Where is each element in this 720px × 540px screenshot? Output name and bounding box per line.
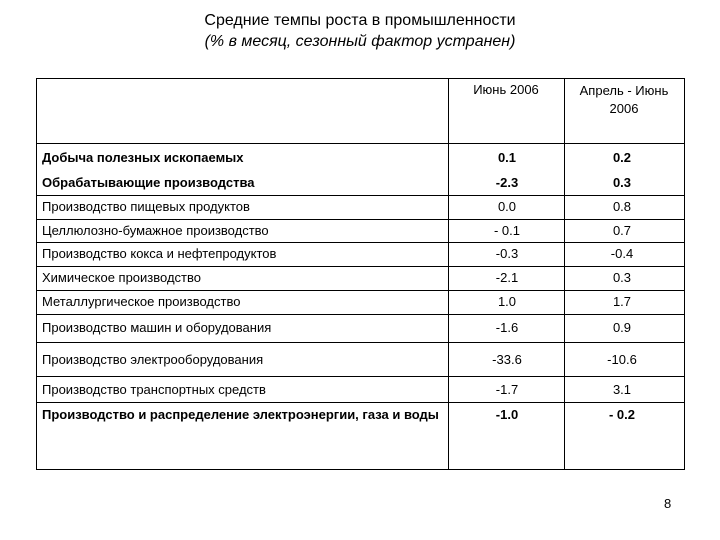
row-label: Производство транспортных средств <box>42 382 266 397</box>
row-value-april-june: 0.3 <box>612 270 632 285</box>
column-divider <box>564 78 565 470</box>
row-value-june: 0.1 <box>497 150 517 165</box>
row-label: Производство электрооборудования <box>42 352 264 367</box>
row-label: Целлюлозно-бумажное производство <box>42 223 269 238</box>
row-label: Добыча полезных ископаемых <box>42 150 244 165</box>
row-divider <box>36 266 685 267</box>
page-title: Средние темпы роста в промышленности <box>204 12 516 29</box>
row-value-june: 1.0 <box>497 294 517 309</box>
row-label: Производство машин и оборудования <box>42 320 272 335</box>
row-label: Металлургическое производство <box>42 294 241 309</box>
row-value-june: -0.3 <box>495 246 519 261</box>
page-number: 8 <box>664 496 672 511</box>
row-value-april-june: - 0.2 <box>608 407 635 422</box>
row-divider <box>36 342 685 343</box>
column-header-june: Июнь 2006 <box>473 82 539 97</box>
row-divider <box>36 219 685 220</box>
row-value-june: - 0.1 <box>493 223 520 238</box>
row-divider <box>36 314 685 315</box>
row-value-june: -1.7 <box>495 382 519 397</box>
header-divider <box>36 143 685 144</box>
row-label: Производство кокса и нефтепродуктов <box>42 246 277 261</box>
row-divider <box>36 242 685 243</box>
page-subtitle: (% в месяц, сезонный фактор устранен) <box>204 33 516 50</box>
row-value-june: -1.0 <box>495 407 519 422</box>
row-label: Производство и распределение электроэнергии, газа и воды <box>42 407 439 422</box>
row-value-april-june: 0.8 <box>612 199 632 214</box>
row-label: Химическое производство <box>42 270 201 285</box>
row-value-april-june: 0.7 <box>612 223 632 238</box>
row-value-april-june: 0.3 <box>612 175 632 190</box>
row-divider <box>36 376 685 377</box>
row-value-june: -1.6 <box>495 320 519 335</box>
row-value-june: -2.3 <box>495 175 519 190</box>
row-label: Обрабатывающие производства <box>42 175 255 190</box>
row-value-june: -2.1 <box>495 270 519 285</box>
row-value-april-june: 1.7 <box>612 294 632 309</box>
row-value-june: 0.0 <box>497 199 517 214</box>
row-divider <box>36 402 685 403</box>
row-label: Производство пищевых продуктов <box>42 199 250 214</box>
row-divider <box>36 195 685 196</box>
row-divider <box>36 290 685 291</box>
column-divider <box>448 78 449 470</box>
row-value-april-june: -0.4 <box>610 246 634 261</box>
row-value-april-june: -10.6 <box>607 352 637 367</box>
row-value-april-june: 3.1 <box>612 382 632 397</box>
column-header-april-june: Апрель - Июнь 2006 <box>579 83 669 116</box>
row-value-april-june: 0.2 <box>612 150 632 165</box>
row-value-april-june: 0.9 <box>612 320 632 335</box>
row-value-june: -33.6 <box>492 352 522 367</box>
